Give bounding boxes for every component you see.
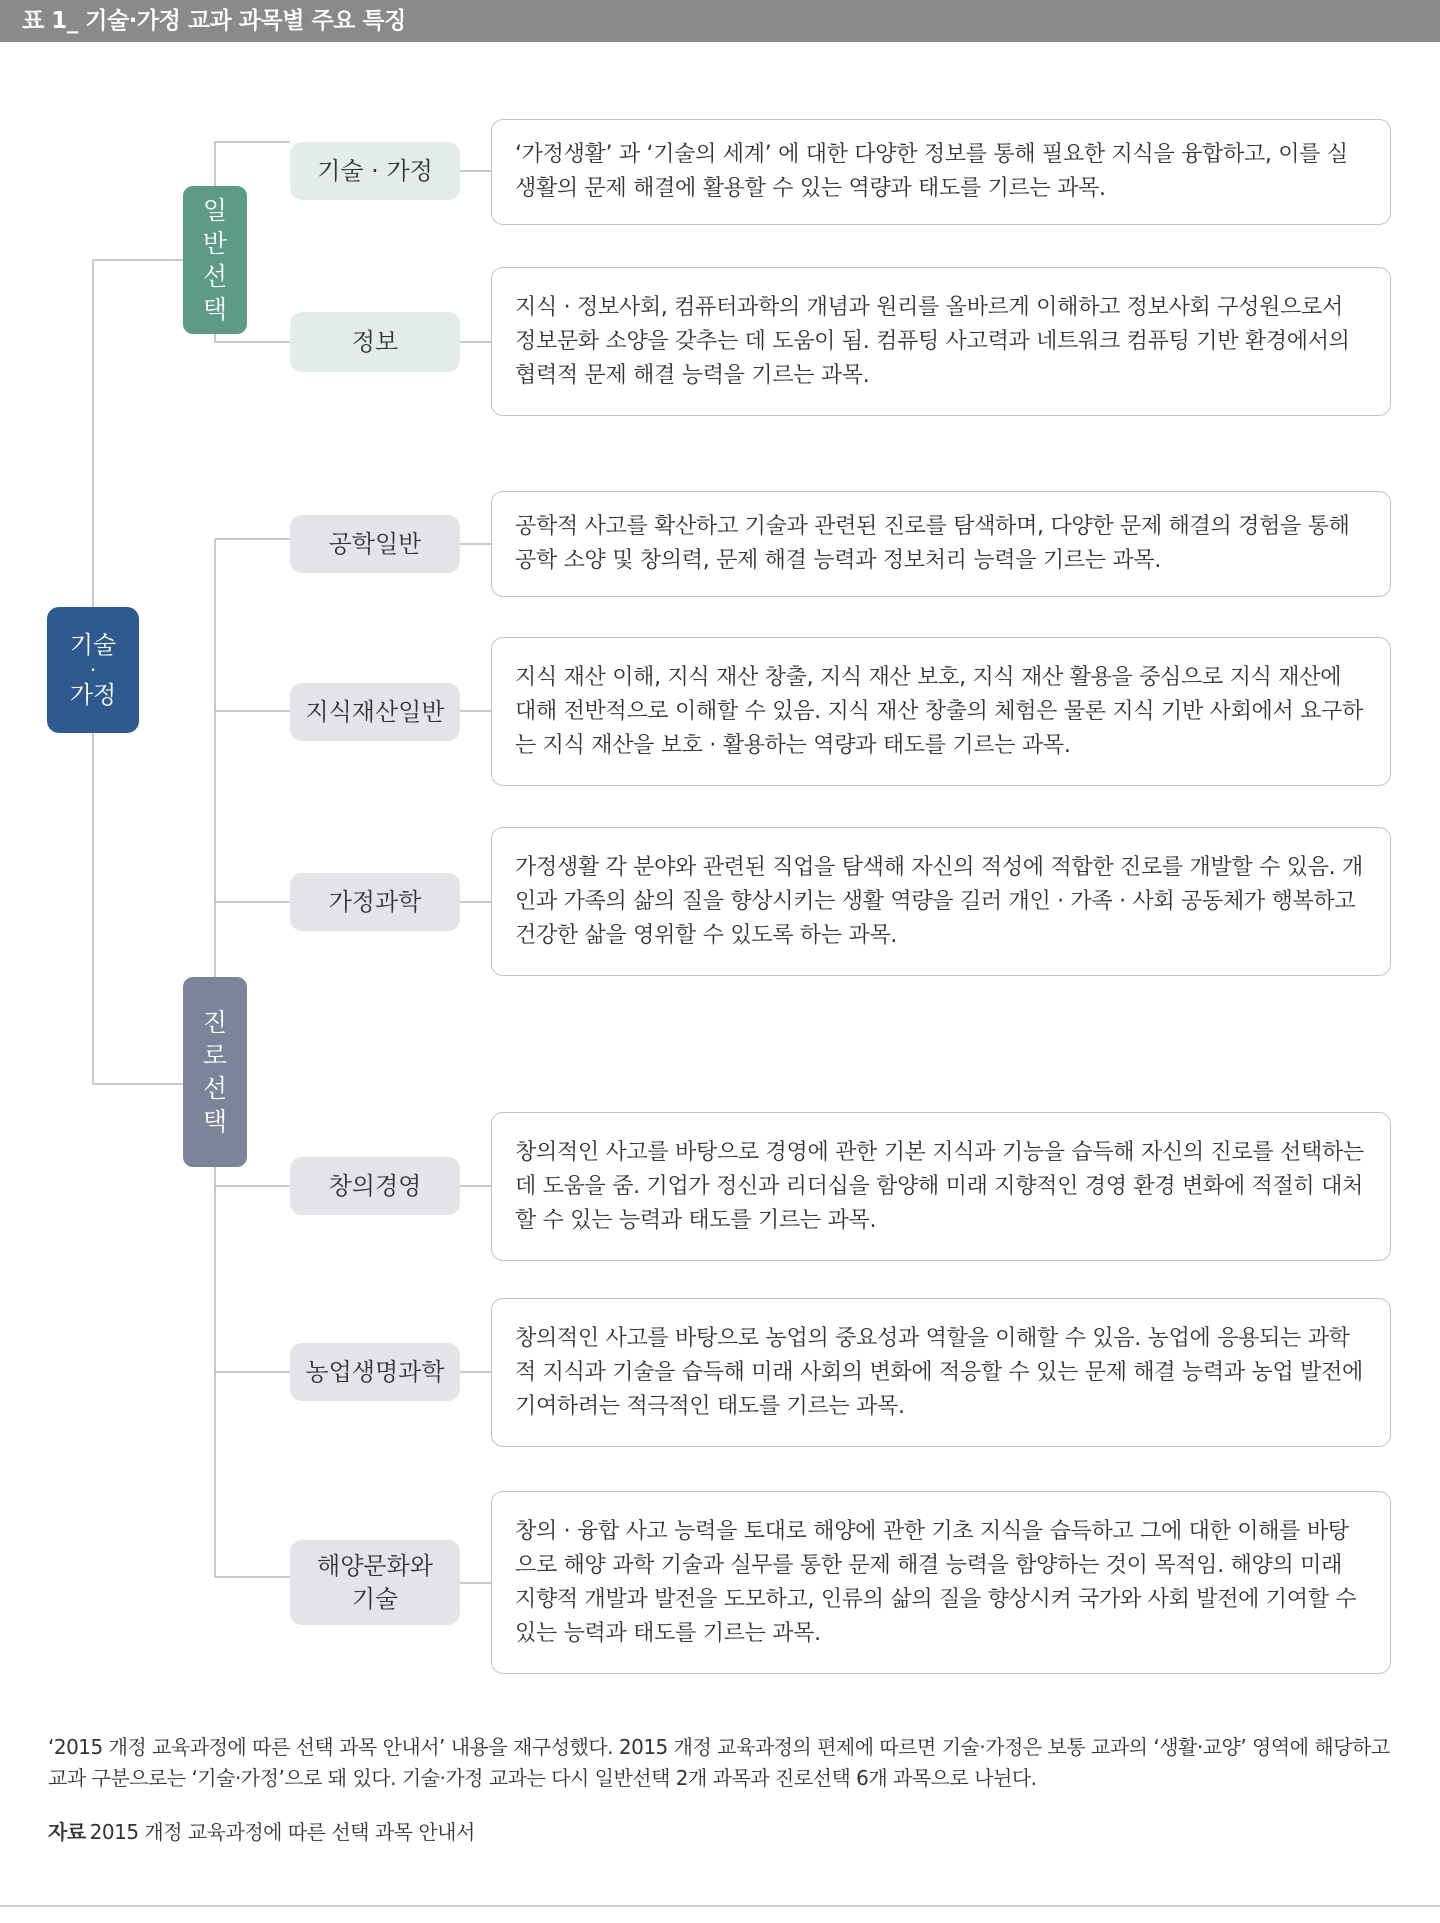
description-text: 지식 · 정보사회, 컴퓨터과학의 개념과 원리를 올바르게 이해하고 정보사회 구성원으로서 정보문화 소양을 갖추는 데 도움이 됨. 컴퓨팅 사고력과 네트워크 컴퓨팅 기반 환경에서의 협력적 문제 해결 능력을 기르는 과목. [515,294,1350,388]
description-text: 창의 · 융합 사고 능력을 토대로 해양에 관한 기초 지식을 습득하고 그에 대한 이해를 바탕으로 해양 과학 기술과 실무를 통한 문제 해결 능력을 함양하는 것이 목적임. 해양의 미래 지향적 개발과 발전을 도모하고, 인류의 삶의 질을 향상시켜 국가와 사회 발전에 기여할 수 있는 능력과 태도를 기르는 과목. [515,1518,1357,1646]
subject-box: 창의경영 [290,1157,460,1215]
description-text: 창의적인 사고를 바탕으로 경영에 관한 기본 지식과 기능을 습득해 자신의 진로를 선택하는 데 도움을 줌. 기업가 정신과 리더십을 함양해 미래 지향적인 경영 환경 변화에 적절히 대처할 수 있는 능력과 태도를 기르는 과목. [515,1139,1364,1233]
subject-box: 정보 [290,312,460,372]
category-char: 반 [202,229,228,258]
source-text: 2015 개정 교육과정에 따른 선택 과목 안내서 [89,1820,475,1844]
description-text: 창의적인 사고를 바탕으로 농업의 중요성과 역할을 이해할 수 있음. 농업에 응용되는 과학적 지식과 기술을 습득해 미래 사회의 변화에 적응할 수 있는 문제 해결 능력과 농업 발전에 기여하려는 적극적인 태도를 기르는 과목. [515,1325,1363,1419]
category-general-elective [183,186,247,334]
root-label-dot: · [89,658,97,682]
desc-connectors [460,171,491,1583]
subject-box: 가정과학 [290,873,460,931]
description-box [491,637,1391,786]
category-char: 택 [202,295,228,324]
table-title: 표 1_ 기술·가정 교과 과목별 주요 특징 [0,0,1440,42]
subject-box: 공학일반 [290,515,460,573]
source-label: 자료 [48,1820,86,1844]
description-box [491,827,1391,976]
subject-box: 농업생명과학 [290,1343,460,1401]
subject-box: 지식재산일반 [290,683,460,741]
bottom-divider [0,1905,1440,1907]
footnote: ‘2015 개정 교육과정에 따른 선택 과목 안내서’ 내용을 재구성했다. 2015 개정 교육과정의 편제에 따르면 기술·가정은 보통 교과의 ‘생활·교양’ 영역에 해당하고 교과 구분으로는 ‘기술·가정’으로 돼 있다. 기술·가정 교과는 다시 일반선택 2개 과목과 진로선택 6개 과목으로 나뉜다. [48,1735,1390,1790]
category-char: 선 [202,262,228,291]
description-box [491,1112,1391,1261]
description-box [491,491,1391,597]
root-label-line1: 기술 [69,630,117,659]
description-box [491,267,1391,416]
description-box [491,119,1391,225]
description-text: ‘가정생활’ 과 ‘기술의 세계’ 에 대한 다양한 정보를 통해 필요한 지식을 융합하고, 이를 실생활의 문제 해결에 활용할 수 있는 역량과 태도를 기르는 과목. [515,142,1348,201]
root-node-tech-home [47,607,139,733]
category-char: 선 [202,1074,228,1103]
description-text: 지식 재산 이해, 지식 재산 창출, 지식 재산 보호, 지식 재산 활용을 중심으로 지식 재산에 대해 전반적으로 이해할 수 있음. 지식 재산 창출의 체험은 물론 지식 기반 사회에서 요구하는 지식 재산을 보호 · 활용하는 역량과 태도를 기르는 과목. [515,664,1363,758]
category-career-elective [183,977,247,1167]
source-line [48,1816,475,1845]
category-char: 로 [202,1041,228,1070]
root-label-line2: 가정 [69,681,117,709]
description-box [491,1491,1391,1674]
category-char: 진 [202,1008,228,1037]
subject-box: 기술 · 가정 [290,142,460,200]
description-box [491,1298,1391,1447]
category-char: 일 [202,196,228,225]
category-char: 택 [202,1107,228,1136]
description-text: 공학적 사고를 확산하고 기술과 관련된 진로를 탐색하며, 다양한 문제 해결의 경험을 통해 공학 소양 및 창의력, 문제 해결 능력과 정보처리 능력을 기르는 과목. [515,514,1350,573]
description-text: 가정생활 각 분야와 관련된 직업을 탐색해 자신의 적성에 적합한 진로를 개발할 수 있음. 개인과 가족의 삶의 질을 향상시키는 생활 역량을 길러 개인 · 가족 · 사회 공동체가 행복하고 건강한 삶을 영위할 수 있도록 하는 과목. [515,854,1363,948]
subject-box: 해양문화와 기술 [290,1540,460,1625]
